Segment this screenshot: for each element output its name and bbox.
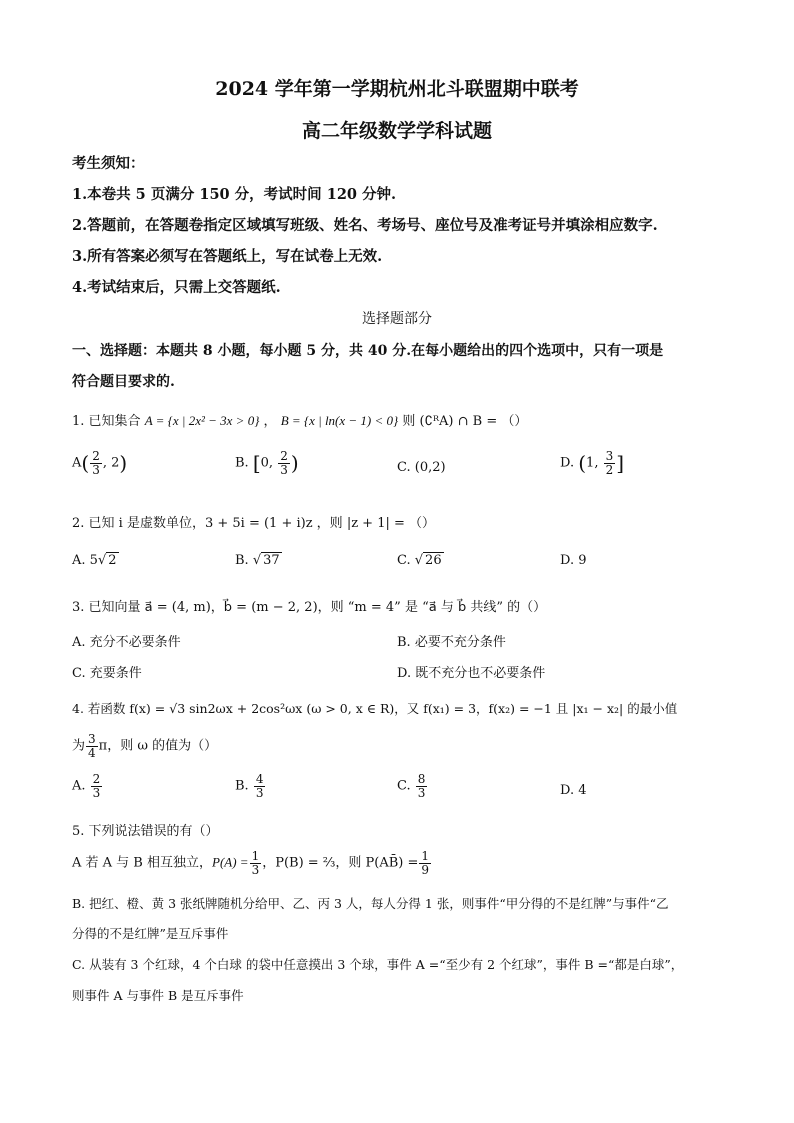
- question-4-line1: 4. 若函数 f(x) = √3 sin2ωx + 2cos²ωx (ω > 0, x ∈ R)，又 f(x₁) = 3，f(x₂) = −1 且 |x₁ − x₂| 的最小值: [72, 701, 678, 716]
- q3-option-c: C. 充要条件: [72, 666, 142, 681]
- question-2: 2. 已知 i 是虚数单位，3 + 5i = (1 + i)z ，则 |z + 1| = （）: [72, 516, 436, 531]
- q2-option-a: A. 5√ 2: [72, 553, 117, 568]
- q3-option-a: A. 充分不必要条件: [72, 635, 181, 650]
- q1-option-d: D. (1, $\frac{3}{2}$ ]: [560, 449, 625, 477]
- q4-option-c: C. $\frac{8}{3}$: [397, 772, 426, 800]
- q5-statement-c-line2: 则事件 A 与事件 B 是互斥事件: [72, 988, 244, 1003]
- question-4-line2: 为 $\frac{3}{4}$ π，则 ω 的值为（）: [72, 732, 218, 760]
- q1-prefix: 1. 已知集合: [72, 414, 141, 429]
- q1-option-a: A( $\frac{2}{3}$ , 2): [72, 449, 128, 477]
- q4-option-b: B. $\frac{4}{3}$: [235, 772, 264, 800]
- notice-item-3: 3.所有答案必须写在答题纸上，写在试卷上无效.: [72, 248, 383, 265]
- exam-subtitle: 高二年级数学学科试题: [301, 120, 492, 142]
- q1-set-a: A = {x | 2x² − 3x > 0}: [144, 413, 260, 428]
- q2-option-d: D. 9: [560, 553, 587, 568]
- section-instructions-line2: 符合题目要求的.: [72, 374, 175, 390]
- q1-ask: 则 (∁ᴿA) ∩ B = （）: [402, 414, 528, 429]
- q1-option-c: C. (0,2): [397, 460, 446, 475]
- notice-item-2: 2.答题前，在答题卷指定区域填写班级、姓名、考场号、座位号及准考证号并填涂相应数字.: [72, 217, 658, 234]
- section-instructions-line1: 一、选择题：本题共 8 小题，每小题 5 分，共 40 分.在每小题给出的四个选项中，只有一项是: [72, 343, 664, 359]
- section-label: 选择题部分: [362, 311, 432, 327]
- q1-set-b: B = {x | ln(x − 1) < 0}: [280, 413, 399, 428]
- q1-sep: ，: [263, 414, 277, 429]
- q5-statement-b-line1: B. 把红、橙、黄 3 张纸牌随机分给甲、乙、丙 3 人，每人分得 1 张，则事件“甲分得的不是红牌”与事件“乙: [72, 896, 669, 911]
- q2-option-b: B. √ 37: [235, 553, 280, 568]
- exam-title: 2024 学年第一学期杭州北斗联盟期中联考: [215, 78, 579, 100]
- q4-option-d: D. 4: [560, 783, 587, 798]
- q3-option-d: D. 既不充分也不必要条件: [397, 666, 546, 681]
- q2-option-c: C. √ 26: [397, 553, 442, 568]
- notice-item-1: 1.本卷共 5 页满分 150 分，考试时间 120 分钟.: [72, 186, 397, 203]
- question-1: [72, 410, 527, 429]
- q1-option-b: B. [0, $\frac{2}{3}$ ): [235, 449, 299, 477]
- q5-statement-c-line1: C. 从装有 3 个红球，4 个白球 的袋中任意摸出 3 个球，事件 A =“至少有 2 个红球”，事件 B =“都是白球”，: [72, 957, 684, 972]
- q4-option-a: A. $\frac{2}{3}$: [72, 772, 101, 800]
- question-5: 5. 下列说法错误的有（）: [72, 824, 219, 839]
- q5-statement-a: A 若 A 与 B 相互独立，P(A) = $\frac{1}{3}$ ，P(B) = ⅔，则 P(AB̄) = $\frac{1}{9}$: [72, 849, 430, 877]
- question-3: 3. 已知向量 a⃗ = (4, m)，b⃗ = (m − 2, 2)，则 “m = 4” 是 “a⃗ 与 b⃗ 共线” 的（）: [72, 600, 547, 615]
- notice-heading: 考生须知：: [72, 155, 145, 172]
- q5-statement-b-line2: 分得的不是红牌”是互斥事件: [72, 926, 229, 941]
- notice-item-4: 4.考试结束后，只需上交答题纸.: [72, 279, 281, 296]
- q3-option-b: B. 必要不充分条件: [397, 635, 506, 650]
